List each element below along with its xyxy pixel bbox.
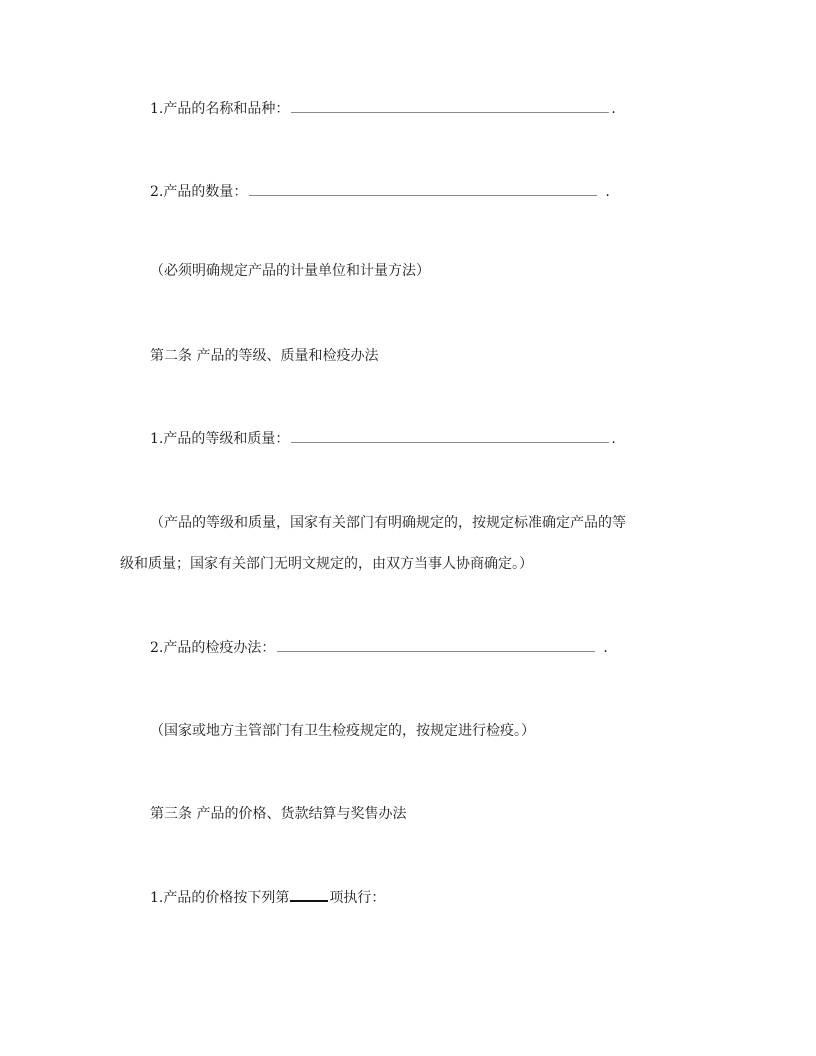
quarantine-method-blank[interactable] xyxy=(277,639,595,652)
price-item-line xyxy=(150,888,385,907)
price-item-number-blank[interactable] xyxy=(290,888,328,902)
grade-quality-blank[interactable] xyxy=(291,430,609,443)
period: . xyxy=(611,431,616,447)
product-name-blank[interactable] xyxy=(291,100,609,113)
period: . xyxy=(603,640,608,656)
period: . xyxy=(611,101,616,117)
quarantine-note: （国家或地方主管部门有卫生检疫规定的，按规定进行检疫。） xyxy=(150,723,535,739)
grade-quality-note-line-2: 级和质量；国家有关部门无明文规定的，由双方当事人协商确定。） xyxy=(120,556,533,572)
product-quantity-line xyxy=(150,183,610,201)
quantity-note: （必须明确规定产品的计量单位和计量方法） xyxy=(150,263,430,279)
article-three-heading: 第三条 产品的价格、货款结算与奖售办法 xyxy=(150,806,407,822)
product-name-line xyxy=(150,100,616,118)
product-quantity-label: 2.产品的数量： xyxy=(150,184,248,200)
period: . xyxy=(605,184,610,200)
grade-quality-line xyxy=(150,430,616,448)
product-quantity-blank[interactable] xyxy=(249,183,597,196)
quarantine-method-line xyxy=(150,639,608,657)
quarantine-method-label: 2.产品的检疫办法： xyxy=(150,640,276,656)
price-item-suffix: 项执行： xyxy=(329,890,386,906)
grade-quality-label: 1.产品的等级和质量： xyxy=(150,431,290,447)
product-name-label: 1.产品的名称和品种： xyxy=(150,101,290,117)
grade-quality-note-line-1: （产品的等级和质量，国家有关部门有明确规定的，按规定标准确定产品的等 xyxy=(150,515,626,531)
price-item-prefix: 1.产品的价格按下列第 xyxy=(150,890,290,906)
article-two-heading: 第二条 产品的等级、质量和检疫办法 xyxy=(150,348,379,364)
